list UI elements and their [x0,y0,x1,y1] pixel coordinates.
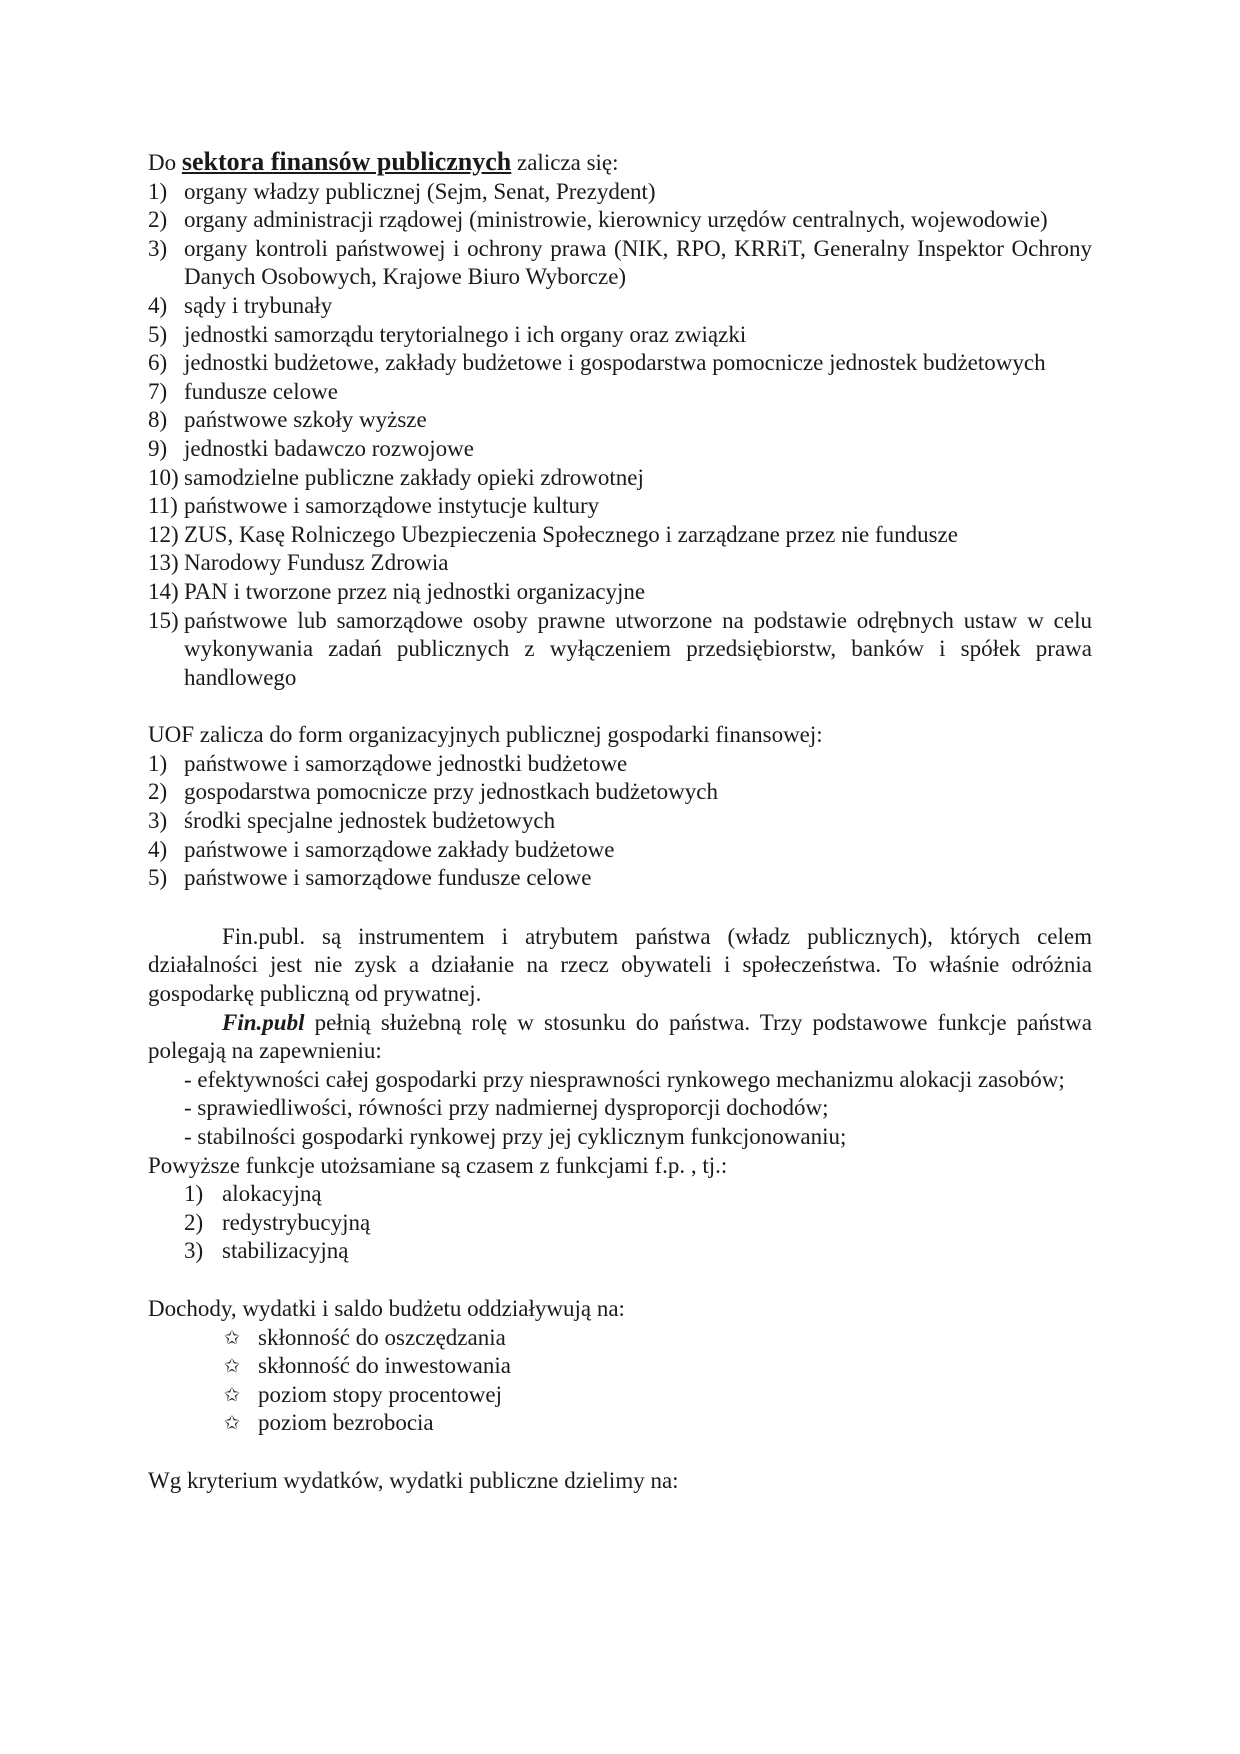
document-page [148,148,1092,1496]
list-number: 7) [148,378,168,404]
heading-emphasis: sektora finansów publicznych [181,147,512,176]
list-number: 10) [148,464,179,490]
list-item [184,1237,1092,1266]
list-number: 1) [148,750,168,776]
list-text: skłonność do inwestowania [258,1353,511,1379]
list-number: 13) [148,550,179,576]
list-text: państwowe i samorządowe zakłady budżetowe [184,836,615,862]
list-item [148,549,1092,578]
list-text: samodzielne publiczne zakłady opieki zdrowotnej [184,464,644,490]
heading-suffix: zalicza się: [511,150,619,175]
list-item [148,349,1092,378]
list-item [148,750,1092,779]
list-number: 1) [184,1181,204,1207]
list-text: państwowe i samorządowe instytucje kultury [184,493,600,519]
list-text: państwowe i samorządowe fundusze celowe [184,865,592,891]
list-number: 2) [184,1209,204,1235]
list-item [148,378,1092,407]
uof-heading: UOF zalicza do form organizacyjnych publicznej gospodarki finansowej: [148,722,823,748]
list-number: 1) [148,178,168,204]
list-number: 12) [148,521,179,547]
list-item [148,521,1092,550]
uof-list [148,750,1092,893]
list-item [148,235,1092,292]
list-number: 5) [148,865,168,891]
list-item [148,492,1092,521]
list-number: 2) [148,779,168,805]
list-text: skłonność do oszczędzania [258,1324,506,1350]
list-text: organy kontroli państwowej i ochrony prawa (NIK, RPO, KRRiT, Generalny Inspektor Ochrony Danych Osobowych, Krajowe Biuro Wyborcze) [184,235,1092,290]
list-text: fundusze celowe [184,378,338,404]
paragraph-rest: pełnią służebną rolę w stosunku do państwa. Trzy podstawowe funkcje państwa polegają na zapewnieniu: [148,1009,1092,1064]
dash-item: - efektywności całej gospodarki przy niesprawności rynkowego mechanizmu alokacji zasobów; [184,1066,1065,1092]
list-text: państwowe szkoły wyższe [184,407,427,433]
budget-heading: Dochody, wydatki i saldo budżetu oddziaływują na: [148,1295,625,1321]
paragraph-intro: Fin.publ. są instrumentem i atrybutem państwa (władz publicznych), których celem działalności jest nie zysk a działanie na rzecz obywateli i społeczeństwa. To właśnie odróżnia gospodarkę publiczną od prywatnej. [148,923,1092,1007]
heading-prefix: Do [148,150,182,175]
list-text: państwowe i samorządowe jednostki budżetowe [184,750,628,776]
list-text: sądy i trybunały [184,292,333,318]
list-item [224,1352,1092,1381]
list-text: gospodarstwa pomocnicze przy jednostkach budżetowych [184,779,718,805]
list-item [148,578,1092,607]
list-text: alokacyjną [222,1181,322,1207]
list-item [148,178,1092,207]
list-text: ZUS, Kasę Rolniczego Ubezpieczenia Społecznego i zarządzane przez nie fundusze [184,521,958,547]
budget-section [148,1295,1092,1438]
list-item [224,1409,1092,1438]
list-text: Narodowy Fundusz Zdrowia [184,550,449,576]
list-item [148,406,1092,435]
list-number: 2) [148,207,168,233]
list-number: 3) [148,235,168,261]
list-text: stabilizacyjną [222,1238,349,1264]
star-icon: ✩ [224,1383,240,1406]
list-item [184,1180,1092,1209]
list-text: jednostki badawczo rozwojowe [184,435,474,461]
list-number: 6) [148,350,168,376]
list-text: państwowe lub samorządowe osoby prawne utworzone na podstawie odrębnych ustaw w celu wykonywania zadań publicznych z wyłączeniem przedsiębiorstw, banków i spółek prawa handlowego [184,607,1092,690]
list-text: PAN i tworzone przez nią jednostki organizacyjne [184,578,646,604]
functions-section [148,923,1092,1266]
dash-item: - stabilności gospodarki rynkowej przy jej cyklicznym funkcjonowaniu; [184,1124,847,1149]
list-item [148,435,1092,464]
list-item [148,864,1092,893]
list-text: jednostki samorządu terytorialnego i ich organy oraz związki [184,321,747,347]
paragraph-functions [148,1009,1092,1066]
expenditure-section [148,1467,1092,1496]
star-icon: ✩ [224,1326,240,1349]
list-text: środki specjalne jednostek budżetowych [184,808,556,834]
list-item [148,464,1092,493]
list-number: 14) [148,578,179,604]
list-number: 8) [148,407,168,433]
functions-list [148,1180,1092,1266]
list-number: 3) [184,1238,204,1264]
uof-section [148,721,1092,893]
list-number: 3) [148,808,168,834]
list-item [224,1381,1092,1410]
list-number: 15) [148,607,179,633]
sector-heading [148,148,1092,178]
list-item [148,778,1092,807]
star-list [148,1324,1092,1438]
list-text: poziom stopy procentowej [258,1381,503,1407]
list-text: organy administracji rządowej (ministrowie, kierownicy urzędów centralnych, wojewodowie) [184,207,1048,233]
list-text: organy władzy publicznej (Sejm, Senat, Prezydent) [184,178,656,204]
expenditure-heading: Wg kryterium wydatków, wydatki publiczne dzielimy na: [148,1467,679,1493]
list-item [184,1209,1092,1238]
list-number: 4) [148,836,168,862]
star-icon: ✩ [224,1355,240,1378]
list-text: poziom bezrobocia [258,1410,434,1436]
star-icon: ✩ [224,1412,240,1435]
list-number: 9) [148,435,168,461]
list-text: jednostki budżetowe, zakłady budżetowe i gospodarstwa pomocnicze jednostek budżetowych [184,350,1046,376]
list-number: 4) [148,292,168,318]
list-text: redystrybucyjną [222,1209,371,1235]
paragraph-emphasis: Fin.publ [222,1009,305,1035]
list-item [148,206,1092,235]
dash-item: - sprawiedliwości, równości przy nadmiernej dysproporcji dochodów; [184,1095,829,1121]
list-item [148,807,1092,836]
list-item [148,607,1092,693]
list-item [224,1324,1092,1353]
list-item [148,292,1092,321]
dash-list [148,1066,1092,1152]
list-item [148,321,1092,350]
sector-list [148,178,1092,693]
list-number: 5) [148,321,168,347]
list-item [148,836,1092,865]
functions-summary: Powyższe funkcje utożsamiane są czasem z funkcjami f.p. , tj.: [148,1152,728,1178]
list-number: 11) [148,493,178,519]
